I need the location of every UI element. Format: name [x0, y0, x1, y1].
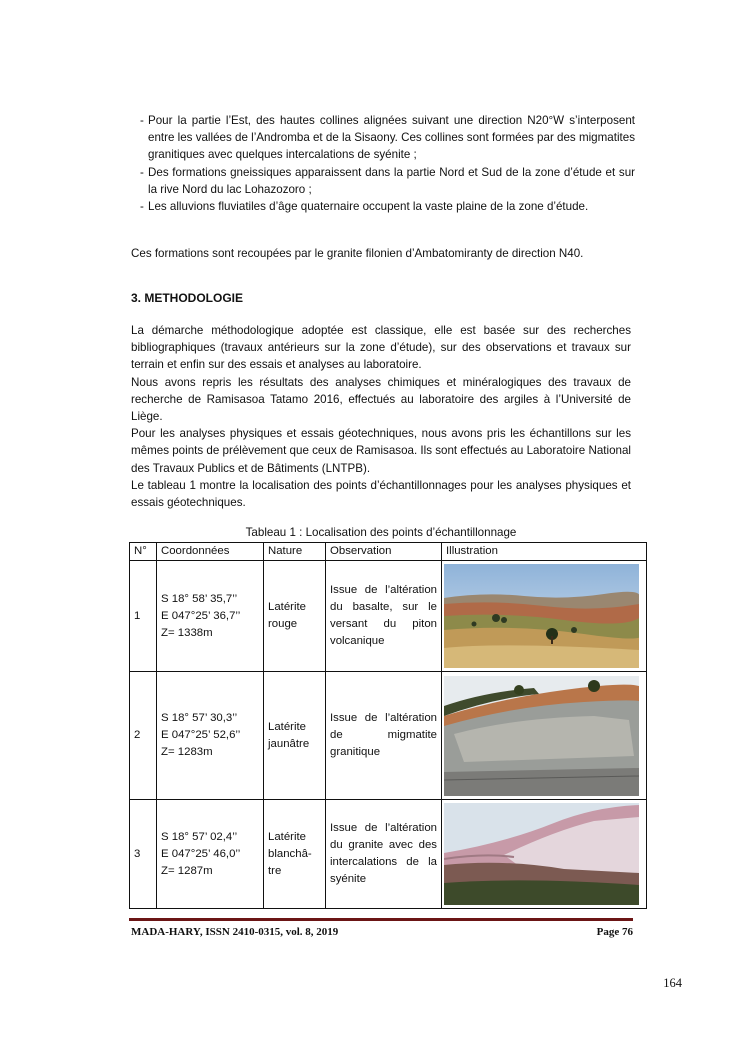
col-header-illustration: Illustration [442, 543, 647, 561]
cell-observation: Issue de l’altération du basalte, sur le versant du piton volcanique [326, 561, 442, 672]
cell-coordinates: S 18° 58’ 35,7’’ E 047°25’ 36,7’’ Z= 1338m [157, 561, 264, 672]
footer-page-label: Page 76 [596, 926, 633, 938]
cell-coordinates: S 18° 57’ 02,4’’ E 047°25’ 46,0’’ Z= 1287m [157, 800, 264, 909]
cell-nature: Latérite blanchâ-tre [264, 800, 326, 909]
table-row [130, 561, 647, 672]
cell-coordinates: S 18° 57’ 30,3’’ E 047°25’ 52,6’’ Z= 1283m [157, 672, 264, 800]
footer-divider [129, 918, 633, 921]
paragraph: Nous avons repris les résultats des analyses chimiques et minéralogiques des travaux de recherche de Ramisasoa Tatamo 2016, effectués au laboratoire des argiles à l’Université de Liège. [131, 375, 631, 424]
cell-observation: Issue de l’altération du granite avec des intercalations de la syénite [326, 800, 442, 909]
col-header-number: N° [130, 543, 157, 561]
list-item: - Des formations gneissiques apparaissent dans la partie Nord et Sud de la zone d’étude et sur la rive Nord du lac Lohazozoro ; [140, 165, 635, 196]
photo-red-laterite-hills [444, 564, 639, 668]
col-header-nature: Nature [264, 543, 326, 561]
cell-observation: Issue de l’altération de migmatite granitique [326, 672, 442, 800]
col-header-coordinates: Coordonnées [157, 543, 264, 561]
page-number: 164 [663, 976, 682, 990]
cell-illustration [442, 561, 647, 672]
list-item: - Les alluvions fluviatiles d’âge quaternaire occupent la vaste plaine de la zone d’étude. [140, 200, 589, 214]
cell-illustration [442, 800, 647, 909]
paragraph: Pour les analyses physiques et essais géotechniques, nous avons pris les échantillons sur les mêmes points de prélèvement que ceux de Ramisasoa. Ils sont effectués au Laboratoire National des Travaux Publics et de Bâtiments (LNTPB). [131, 427, 631, 475]
sampling-table [129, 542, 647, 909]
photo-white-laterite-slope [444, 803, 639, 905]
cell-nature: Latérite rouge [264, 561, 326, 672]
methodology-text [131, 322, 631, 511]
cell-number: 2 [130, 672, 157, 800]
table-row [130, 672, 647, 800]
cell-number: 3 [130, 800, 157, 909]
cell-illustration [442, 672, 647, 800]
col-header-observation: Observation [326, 543, 442, 561]
paragraph: La démarche méthodologique adoptée est classique, elle est basée sur des recherches bibliographiques (travaux antérieurs sur la zone d’étude), sur des observations et travaux sur terrain et enfin sur des essais et analyses au laboratoire. [131, 324, 631, 372]
table-row [130, 800, 647, 909]
summary-paragraph: Ces formations sont recoupées par le granite filonien d’Ambatomiranty de direction N40. [131, 247, 584, 260]
footer-journal: MADA-HARY, ISSN 2410-0315, vol. 8, 2019 [131, 926, 339, 938]
section-heading: 3. METHODOLOGIE [131, 291, 244, 305]
cell-nature: Latérite jaunâtre [264, 672, 326, 800]
bullet-list [140, 112, 635, 215]
table-header-row [130, 543, 647, 561]
list-item: - Pour la partie l’Est, des hautes collines alignées suivant une direction N20°W s’interposent entre les vallées de l’Andromba et de la Sisaony. Ces collines sont formées par des migmatites granitiques avec quelques intercalations de syénite ; [140, 114, 635, 162]
cell-number: 1 [130, 561, 157, 672]
paragraph: Le tableau 1 montre la localisation des points d’échantillonnages pour les analyses physiques et essais géotechniques. [131, 478, 631, 510]
photo-yellow-laterite-cut [444, 676, 639, 796]
table-caption: Tableau 1 : Localisation des points d’échantillonnage [245, 526, 517, 539]
